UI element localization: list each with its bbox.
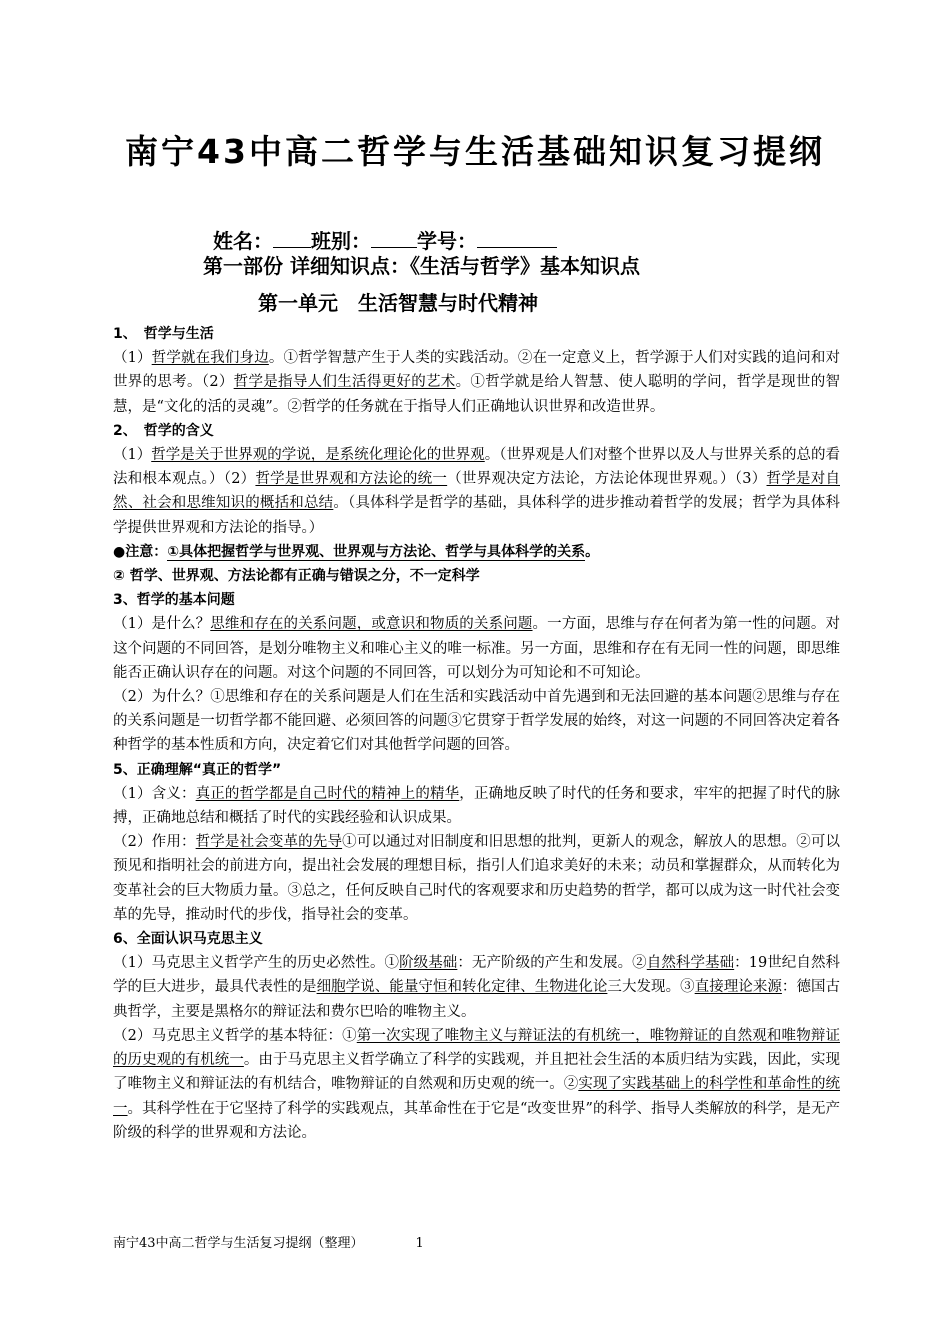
class-label: 班别： [311, 229, 371, 253]
text: ：德国古典哲学，主要是黑格尔的辩证法和费尔巴哈的唯物主义。 [113, 979, 841, 1020]
text: 。（世界观是人们对整个世界以及人与世界关系的总的看法和根本观点。）（2） [113, 447, 841, 488]
paragraph [113, 443, 840, 540]
text: 。由于马克思主义哲学确立了科学的实践观，并且把社会生活的本质归结为实践，因此，实现了唯物主义和辩证法的有机结合，唯物辩证的自然观和历史观的统一。② [113, 1052, 841, 1093]
text: 。 [585, 543, 600, 560]
underlined-text: 思维和存在的关系问题，或意识和物质的关系问题 [210, 616, 533, 633]
text: ①可以通过对旧制度和旧思想的批判，更新人的观念，解放人的思想。②可以预见和指明社会的前进方向，提出社会发展的理想目标，指引人们追求美好的未来；动员和掌握群众，从而转化为变革社会的巨大物质力量。③总之，任何反映自己时代的客观要求和历史趋势的哲学，都可以成为这一时代社会变革的先导，推动时代的步伐，指导社会的变革。 [113, 834, 840, 923]
paragraph [113, 830, 840, 927]
text: 。①哲学就是给人智慧、使人聪明的学问，哲学是现世的智慧，是“文化的活的灵魂”。②哲学的任务就在于指导人们正确地认识世界和改造世界。 [113, 374, 841, 415]
text: ：19世纪自然科学的巨大进步，最具代表性的是 [113, 955, 841, 996]
text: （1） [113, 447, 152, 464]
text: （2）马克思主义哲学的基本特征：① [113, 1027, 357, 1044]
underlined-text: ①具体把握哲学与世界观、世界观与方法论、哲学与具体科学的关系 [167, 543, 586, 560]
underlined-text: 哲学是对自然、社会和思维知识的概括和总结 [113, 471, 840, 512]
section-heading: 5、正确理解“真正的哲学” [113, 761, 282, 778]
underlined-text: 阶级基础 [399, 955, 458, 972]
page-footer [113, 1232, 424, 1251]
text: ：无产阶级的产生和发展。② [457, 955, 647, 972]
text: （1）含义： [113, 785, 196, 802]
name-label: 姓名： [213, 229, 273, 253]
note-line [113, 540, 840, 564]
name-blank[interactable] [273, 229, 311, 248]
text: （2）作用： [113, 834, 196, 851]
number-blank[interactable] [477, 229, 557, 248]
underlined-text: 直接理论来源 [694, 979, 782, 996]
text: （1）是什么？ [113, 616, 211, 633]
page-number: 1 [415, 1236, 424, 1251]
section-heading: 6、全面认识马克思主义 [113, 931, 263, 948]
underlined-text: 实现了实践基础上的科学性和革命性的统一 [113, 1076, 841, 1117]
footer-text: 南宁43中高二哲学与生活复习提纲（整理） [113, 1236, 364, 1251]
text: 三大发现。③ [607, 979, 695, 996]
paragraph [113, 951, 840, 1024]
document-body [113, 322, 840, 1145]
paragraph [113, 612, 840, 685]
text: 。（具体科学是哲学的基础，具体科学的进步推动着哲学的发展；哲学为具体科学提供世界观和方法论的指导。） [113, 495, 841, 536]
section-heading: 3、哲学的基本问题 [113, 592, 235, 609]
underlined-text: 细胞学说、能量守恒和转化定律、生物进化论 [316, 979, 608, 996]
text: （世界观决定方法论，方法论体现世界观。）（3） [447, 471, 767, 488]
document-title: 南宁43中高二哲学与生活基础知识复习提纲 [125, 132, 825, 171]
text: （1） [113, 350, 152, 367]
text: 。①哲学智慧产生于人类的实践活动。②在一定意义上，哲学源于人们对实践的追问和对世界的思考。（2） [113, 350, 840, 391]
paragraph: （2）为什么？①思维和存在的关系问题是人们在生活和实践活动中首先遇到和无法回避的基本问题②思维与存在的关系问题是一切哲学都不能回避、必须回答的问题③它贯穿于哲学发展的始终，对这一问题的不同回答决定着各种哲学的基本性质和方向，决定着它们对其他哲学问题的回答。 [113, 689, 840, 754]
class-blank[interactable] [371, 229, 417, 248]
underlined-text: 哲学就在我们身边 [151, 350, 269, 367]
underlined-text: 真正的哲学都是自己时代的精神上的精华 [195, 785, 460, 802]
underlined-text: 自然科学基础 [646, 955, 735, 972]
underlined-text: 第一次实现了唯物主义与辩证法的有机统一，唯物辩证的自然观和唯物辩证的历史观的有机统一 [113, 1027, 840, 1069]
part-heading: 第一部份 详细知识点：《生活与哲学》基本知识点 [203, 254, 640, 278]
text: 。其科学性在于它坚持了科学的实践观点，其革命性在于它是“改变世界”的科学、指导人类解放的科学，是无产阶级的科学的世界观和方法论。 [113, 1100, 841, 1141]
underlined-text: 哲学是社会变革的先导 [195, 834, 343, 851]
note-prefix: ●注意： [113, 543, 168, 560]
paragraph [113, 346, 840, 419]
underlined-text: 哲学是世界观和方法论的统一 [255, 471, 448, 488]
paragraph [113, 1024, 840, 1145]
text: ，正确地反映了时代的任务和要求，牢牢的把握了时代的脉搏，正确地总结和概括了时代的实践经验和认识成果。 [113, 785, 841, 827]
section-heading: 2、 哲学的含义 [113, 422, 214, 439]
paragraph [113, 782, 840, 830]
unit-heading: 第一单元 生活智慧与时代精神 [258, 291, 538, 315]
section-heading: 1、 哲学与生活 [113, 326, 214, 342]
underlined-text: 哲学是关于世界观的学说，是系统化理论化的世界观 [151, 447, 485, 464]
number-label: 学号： [417, 229, 477, 253]
note-line: ② 哲学、世界观、方法论都有正确与错误之分，不一定科学 [113, 568, 480, 585]
text: 。一方面，思维与存在何者为第一性的问题。对这个问题的不同回答，是划分唯物主义和唯心主义的唯一标准。另一方面，思维和存在有无同一性的问题，即思维能否正确认识存在的问题。对这个问题的不同回答，可以划分为可知论和不可知论。 [113, 616, 840, 681]
text: （1）马克思主义哲学产生的历史必然性。① [113, 955, 400, 972]
underlined-text: 哲学是指导人们生活得更好的艺术 [233, 374, 456, 391]
